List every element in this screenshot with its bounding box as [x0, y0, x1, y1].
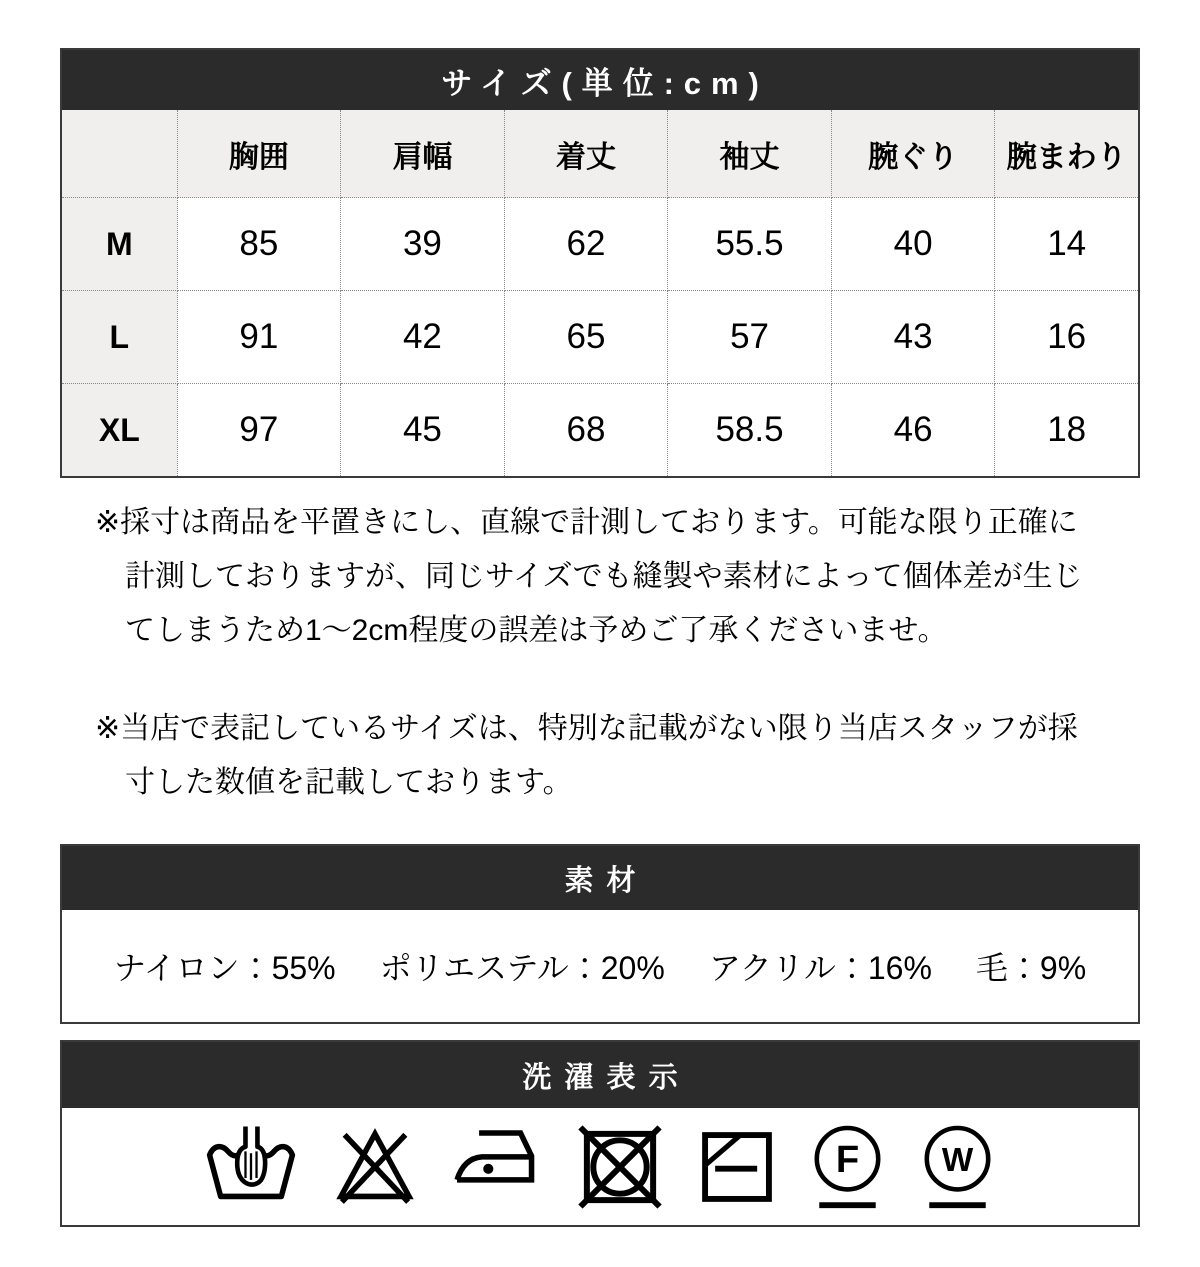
- washcare-title-bar: [62, 1042, 1138, 1108]
- note-measurement-accuracy: ※採寸は商品を平置きにし、直線で計測しております。可能な限り正確に計測しておりますが、同じサイズでも縫製や素材によって個体差が生じてしまうため1〜2cm程度の誤差は予めご了承くださいませ。: [95, 506, 1083, 647]
- material-item-nylon: ナイロン：55%: [113, 950, 336, 986]
- wet-clean-gentle-icon: [916, 1121, 999, 1213]
- size-table-title-bar: [62, 50, 1138, 110]
- size-value: 40: [831, 198, 995, 291]
- material-item-wool: 毛：9%: [975, 950, 1087, 986]
- column-header-arm-circumference: 腕まわり: [995, 110, 1138, 198]
- size-value: 91: [177, 291, 341, 384]
- size-label: L: [62, 291, 177, 384]
- column-header-sleeve: 袖丈: [668, 110, 832, 198]
- size-label: M: [62, 198, 177, 291]
- column-header-chest: 胸囲: [177, 110, 341, 198]
- size-value: 14: [995, 198, 1138, 291]
- size-value: 97: [177, 384, 341, 477]
- size-value: 39: [341, 198, 505, 291]
- size-value: 65: [504, 291, 668, 384]
- material-section: [60, 844, 1140, 1024]
- table-row-m: [62, 198, 1138, 291]
- corner-cell: [62, 110, 177, 198]
- iron-low-heat-icon: [450, 1121, 545, 1213]
- svg-text:F: F: [835, 1137, 859, 1181]
- washcare-symbols-row: [62, 1108, 1138, 1225]
- size-value: 18: [995, 384, 1138, 477]
- size-value: 42: [341, 291, 505, 384]
- size-value: 68: [504, 384, 668, 477]
- svg-text:W: W: [941, 1141, 973, 1179]
- size-value: 45: [341, 384, 505, 477]
- size-value: 58.5: [668, 384, 832, 477]
- washcare-title: 洗濯表示: [522, 1061, 691, 1094]
- product-size-chart-page: [60, 0, 1140, 1267]
- material-title-bar: [62, 846, 1138, 910]
- size-table-title: サイズ(単位:cm): [441, 65, 769, 101]
- column-header-shoulder: 肩幅: [341, 110, 505, 198]
- measurement-notes: [95, 496, 1105, 810]
- size-value: 43: [831, 291, 995, 384]
- material-title: 素材: [564, 864, 649, 897]
- size-table-header-row: [62, 110, 1138, 198]
- column-header-armhole: 腕ぐり: [831, 110, 995, 198]
- note-staff-measured: ※当店で表記しているサイズは、特別な記載がない限り当店スタッフが採寸した数値を記載しております。: [95, 712, 1078, 799]
- size-label: XL: [62, 384, 177, 477]
- do-not-bleach-icon: [327, 1121, 423, 1213]
- size-value: 55.5: [668, 198, 832, 291]
- dry-clean-petroleum-gentle-icon: [806, 1121, 889, 1213]
- washcare-section: [60, 1040, 1140, 1227]
- column-header-length: 着丈: [504, 110, 668, 198]
- do-not-tumble-dry-icon: [572, 1121, 668, 1213]
- size-value: 46: [831, 384, 995, 477]
- size-value: 16: [995, 291, 1138, 384]
- size-value: 62: [504, 198, 668, 291]
- material-item-polyester: ポリエステル：20%: [379, 950, 665, 986]
- material-composition: [62, 910, 1138, 1022]
- size-table: [62, 110, 1138, 476]
- dry-flat-in-shade-icon: [695, 1121, 779, 1213]
- hand-wash-icon: [202, 1121, 300, 1213]
- material-item-acrylic: アクリル：16%: [708, 950, 932, 986]
- size-value: 85: [177, 198, 341, 291]
- size-table-section: [60, 48, 1140, 478]
- table-row-l: [62, 291, 1138, 384]
- size-value: 57: [668, 291, 832, 384]
- table-row-xl: [62, 384, 1138, 477]
